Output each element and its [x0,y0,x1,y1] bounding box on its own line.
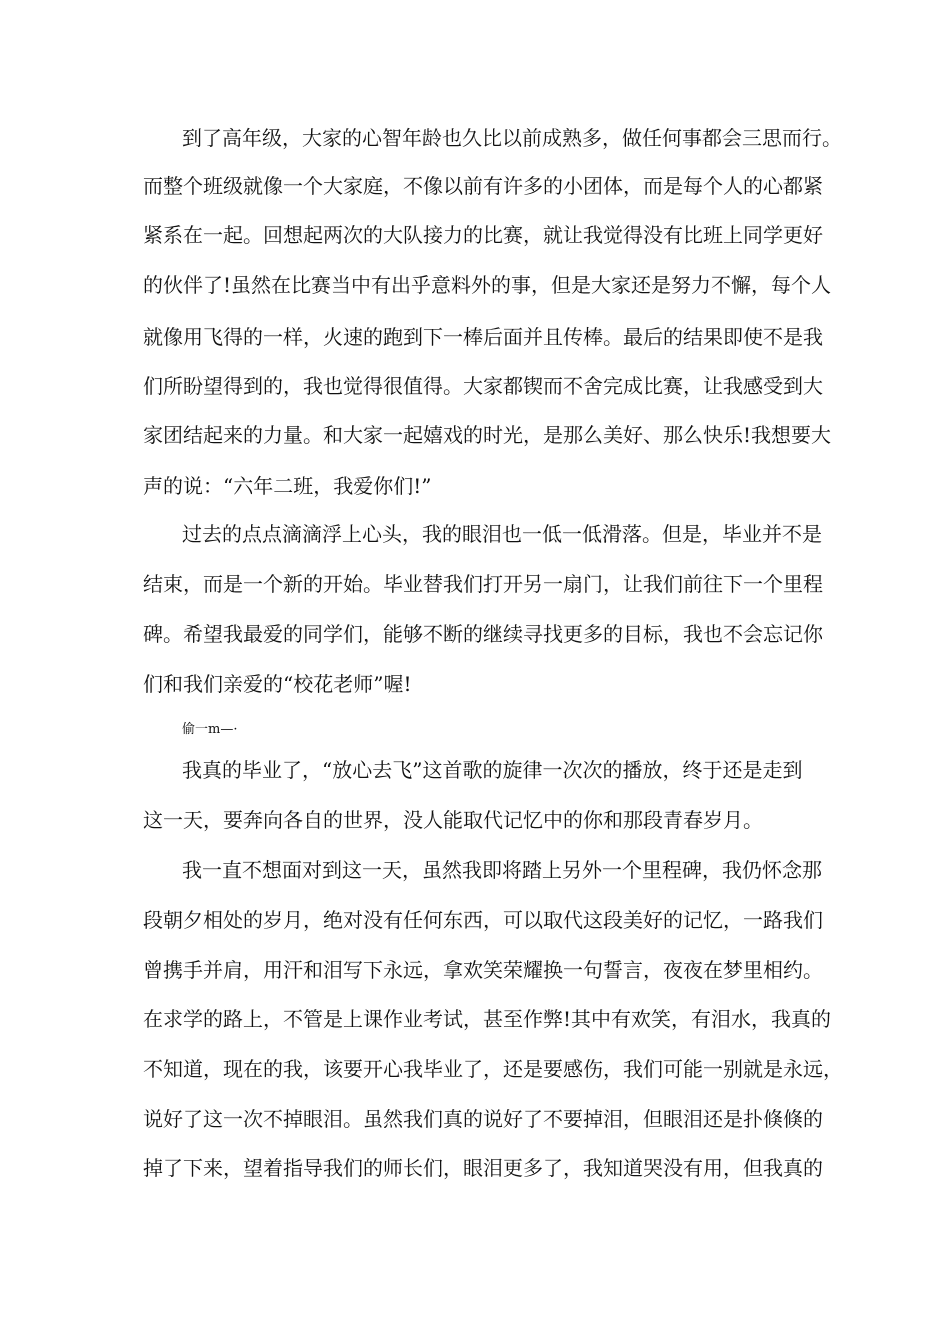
text-line: 不知道，现在的我，该要开心我毕业了，还是要感伤，我们可能一别就是永远， [143,1057,843,1081]
text-line: 碑。希望我最爱的同学们，能够不断的继续寻找更多的目标，我也不会忘记你 [143,622,823,646]
text-line: 结束，而是一个新的开始。毕业替我们打开另一扇门，让我们前往下一个里程 [143,572,823,596]
text-line: 声的说：“六年二班，我爱你们!” [143,474,432,498]
text-line: 掉了下来，望着指导我们的师长们，眼泪更多了，我知道哭没有用，但我真的 [143,1156,823,1180]
text-line: 段朝夕相处的岁月，绝对没有任何东西，可以取代这段美好的记忆，一路我们 [143,908,823,932]
text-line: 过去的点点滴滴浮上心头，我的眼泪也一低一低滑落。但是，毕业并不是 [182,522,822,546]
text-line: 而整个班级就像一个大家庭，不像以前有许多的小团体，而是每个人的心都紧 [143,174,823,198]
text-line: 们和我们亲爱的“校花老师”喔! [143,672,412,696]
section-marker: 偷一m—· [182,722,238,737]
text-line: 到了高年级，大家的心智年龄也久比以前成熟多，做任何事都会三思而行。 [182,126,842,150]
text-line: 我真的毕业了，“放心去飞”这首歌的旋律一次次的播放，终于还是走到 [182,758,803,782]
text-line: 这一天，要奔向各自的世界，没人能取代记忆中的你和那段青春岁月。 [143,808,763,832]
text-line: 就像用飞得的一样，火速的跑到下一棒后面并且传棒。最后的结果即使不是我 [143,325,823,349]
text-line: 说好了这一次不掉眼泪。虽然我们真的说好了不要掉泪，但眼泪还是扑倏倏的 [143,1107,823,1131]
text-line: 的伙伴了!虽然在比赛当中有出乎意料外的事，但是大家还是努力不懈，每个人 [143,273,832,297]
text-line: 我一直不想面对到这一天，虽然我即将踏上另外一个里程碑，我仍怀念那 [182,858,822,882]
text-line: 们所盼望得到的，我也觉得很值得。大家都锲而不舍完成比赛，让我感受到大 [143,374,823,398]
text-line: 在求学的路上，不管是上课作业考试，甚至作弊!其中有欢笑，有泪水，我真的 [143,1007,832,1031]
text-line: 家团结起来的力量。和大家一起嬉戏的时光，是那么美好、那么快乐!我想要大 [143,423,832,447]
text-line: 紧系在一起。回想起两次的大队接力的比赛，就让我觉得没有比班上同学更好 [143,223,823,247]
text-line: 曾携手并肩，用汗和泪写下永远，拿欢笑荣耀换一句誓言，夜夜在梦里相约。 [143,958,823,982]
